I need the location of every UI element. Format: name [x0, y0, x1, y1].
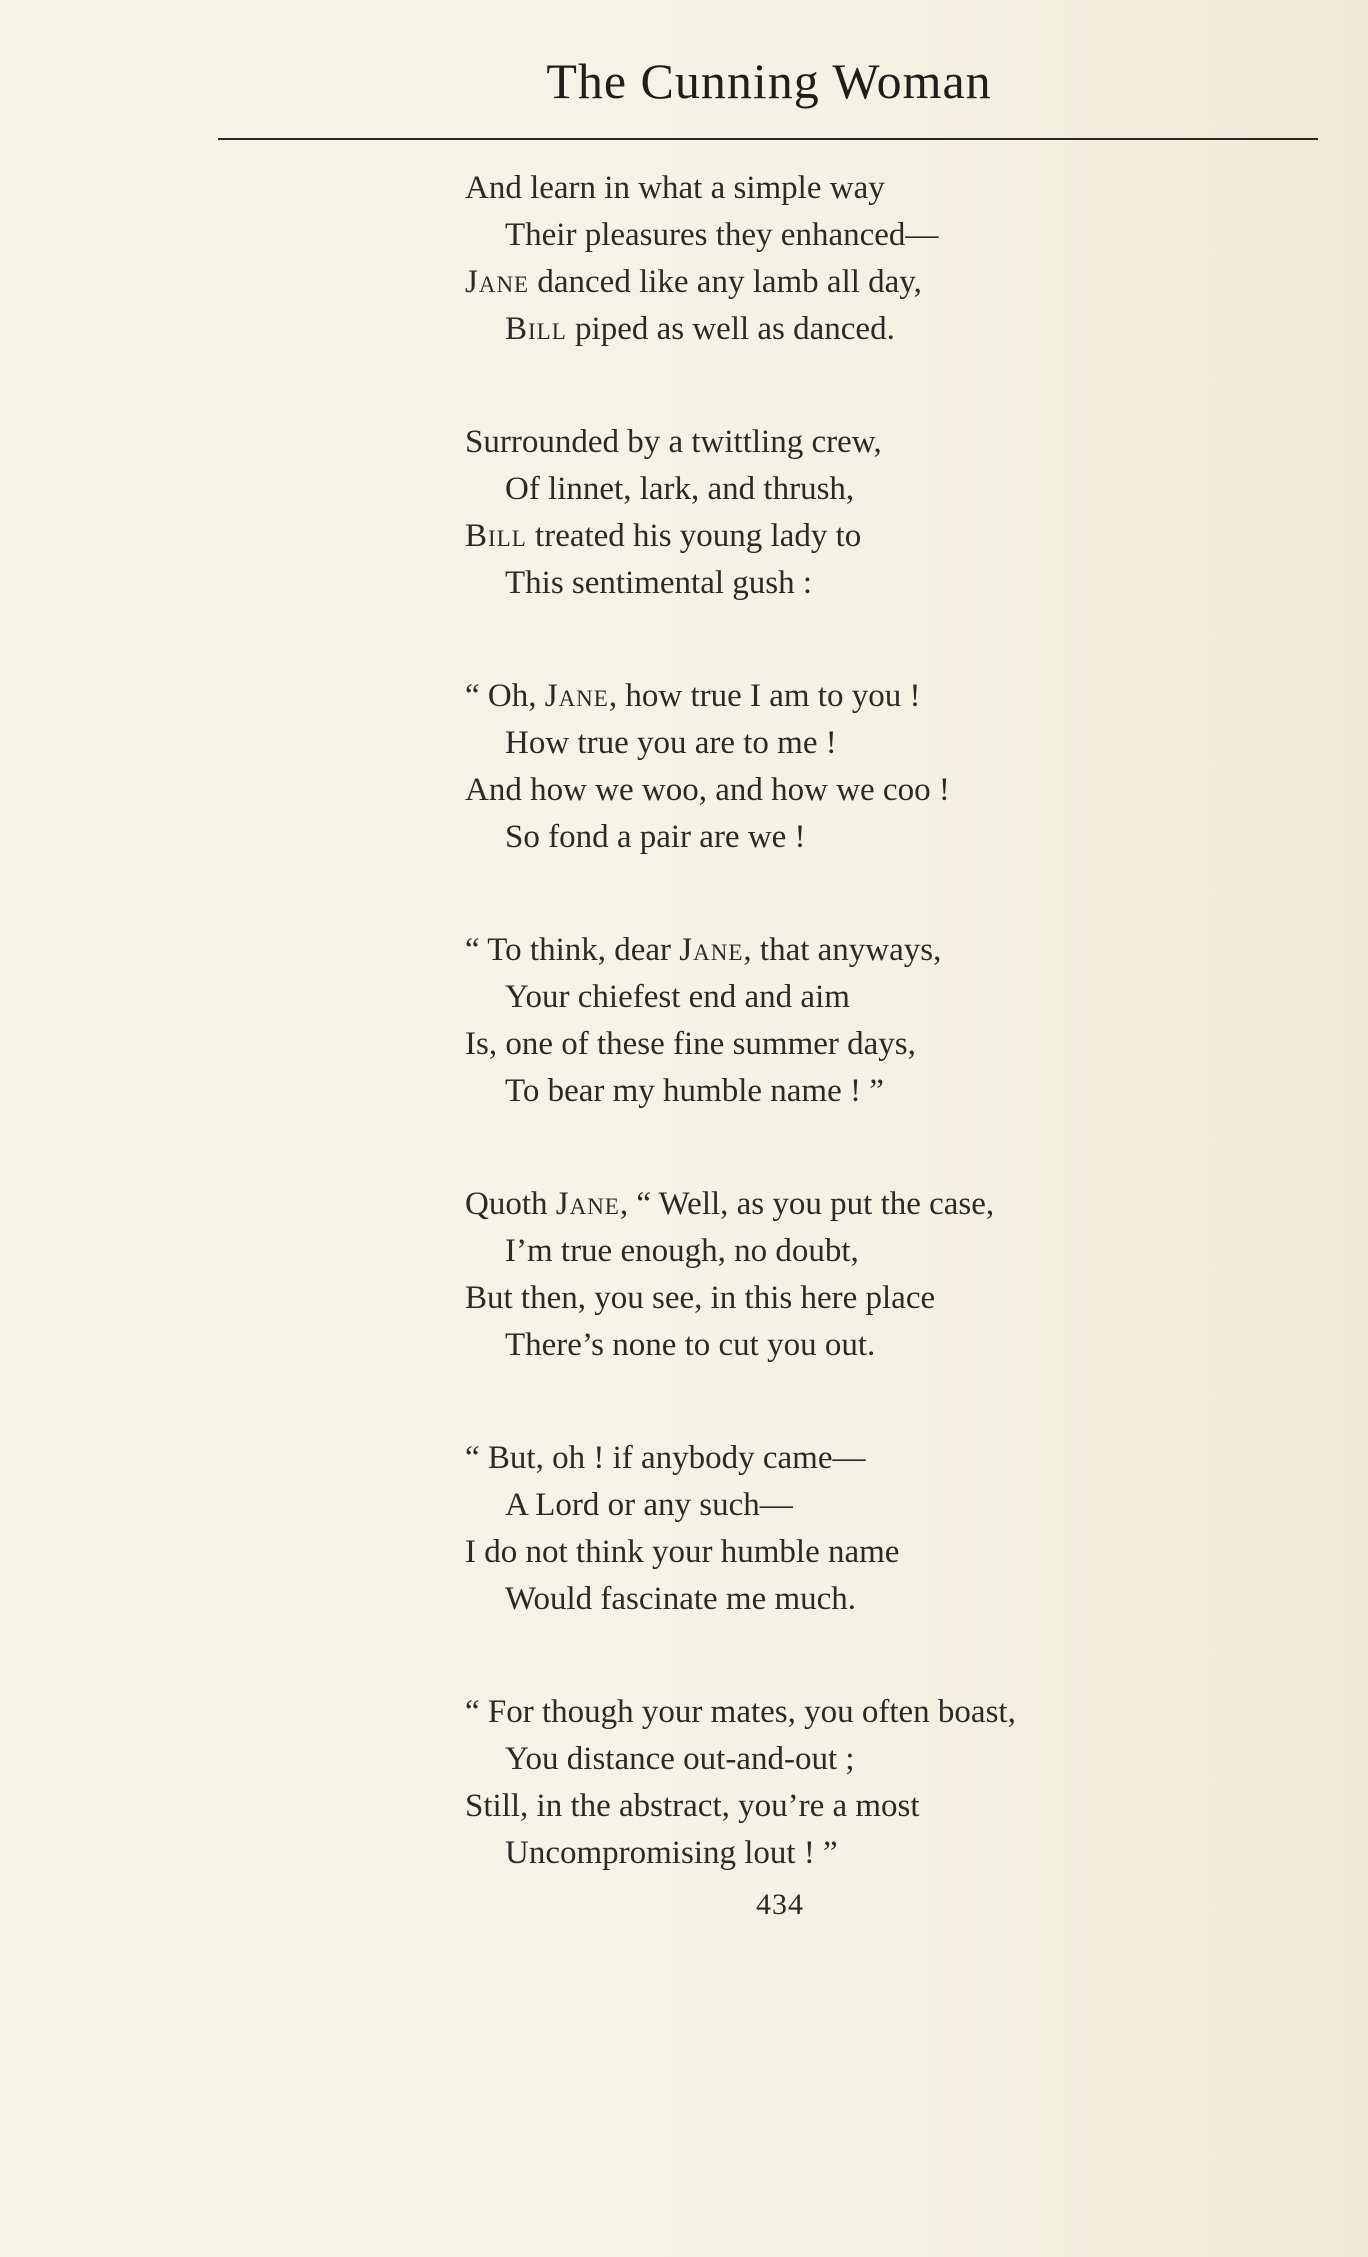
stanza [465, 165, 1265, 353]
verse-line: But then, you see, in this here place [465, 1280, 936, 1316]
character-name: Bill [505, 311, 567, 347]
page-number: 434 [756, 1888, 804, 1921]
verse-line: Would fascinate me much. [505, 1581, 857, 1617]
verse-line: Uncompromising lout ! ” [505, 1835, 838, 1871]
character-name: Jane [679, 932, 744, 968]
verse-line: I’m true enough, no doubt, [505, 1233, 859, 1269]
stanza [465, 1181, 1265, 1369]
verse-line: Is, one of these fine summer days, [465, 1026, 916, 1062]
verse-line: Your chiefest end and aim [505, 979, 850, 1015]
verse-line: Their pleasures they enhanced— [505, 217, 939, 253]
verse-line: To bear my humble name ! ” [505, 1073, 884, 1109]
verse-line: I do not think your humble name [465, 1534, 900, 1570]
poem [465, 165, 1265, 1877]
verse-line: There’s none to cut you out. [505, 1327, 876, 1363]
verse-line: So fond a pair are we ! [505, 819, 806, 855]
verse-line: You distance out-and-out ; [505, 1741, 855, 1777]
verse-line: “ Oh, Jane, how true I am to you ! [465, 678, 921, 714]
stanza [465, 927, 1265, 1115]
verse-line: Bill treated his young lady to [465, 518, 862, 554]
verse-line: And learn in what a simple way [465, 170, 885, 206]
verse-line: Bill piped as well as danced. [505, 311, 895, 347]
stanza [465, 1689, 1265, 1877]
verse-line: Still, in the abstract, you’re a most [465, 1788, 920, 1824]
character-name: Jane [465, 264, 530, 300]
verse-line: Surrounded by a twittling crew, [465, 424, 882, 460]
stanza [465, 1435, 1265, 1623]
stanza [465, 673, 1265, 861]
character-name: Jane [544, 678, 609, 714]
verse-line: “ But, oh ! if anybody came— [465, 1440, 866, 1476]
character-name: Jane [555, 1186, 620, 1222]
verse-line: “ To think, dear Jane, that anyways, [465, 932, 942, 968]
verse-line: A Lord or any such— [505, 1487, 793, 1523]
verse-line: This sentimental gush : [505, 565, 813, 601]
running-head: The Cunning Woman [546, 53, 992, 109]
verse-line: And how we woo, and how we coo ! [465, 772, 950, 808]
character-name: Bill [465, 518, 527, 554]
verse-line: Quoth Jane, “ Well, as you put the case, [465, 1186, 995, 1222]
verse-line: Of linnet, lark, and thrush, [505, 471, 855, 507]
verse-line: Jane danced like any lamb all day, [465, 264, 922, 300]
verse-line: “ For though your mates, you often boast, [465, 1694, 1016, 1730]
header-rule [218, 138, 1318, 140]
verse-line: How true you are to me ! [505, 725, 837, 761]
stanza [465, 419, 1265, 607]
